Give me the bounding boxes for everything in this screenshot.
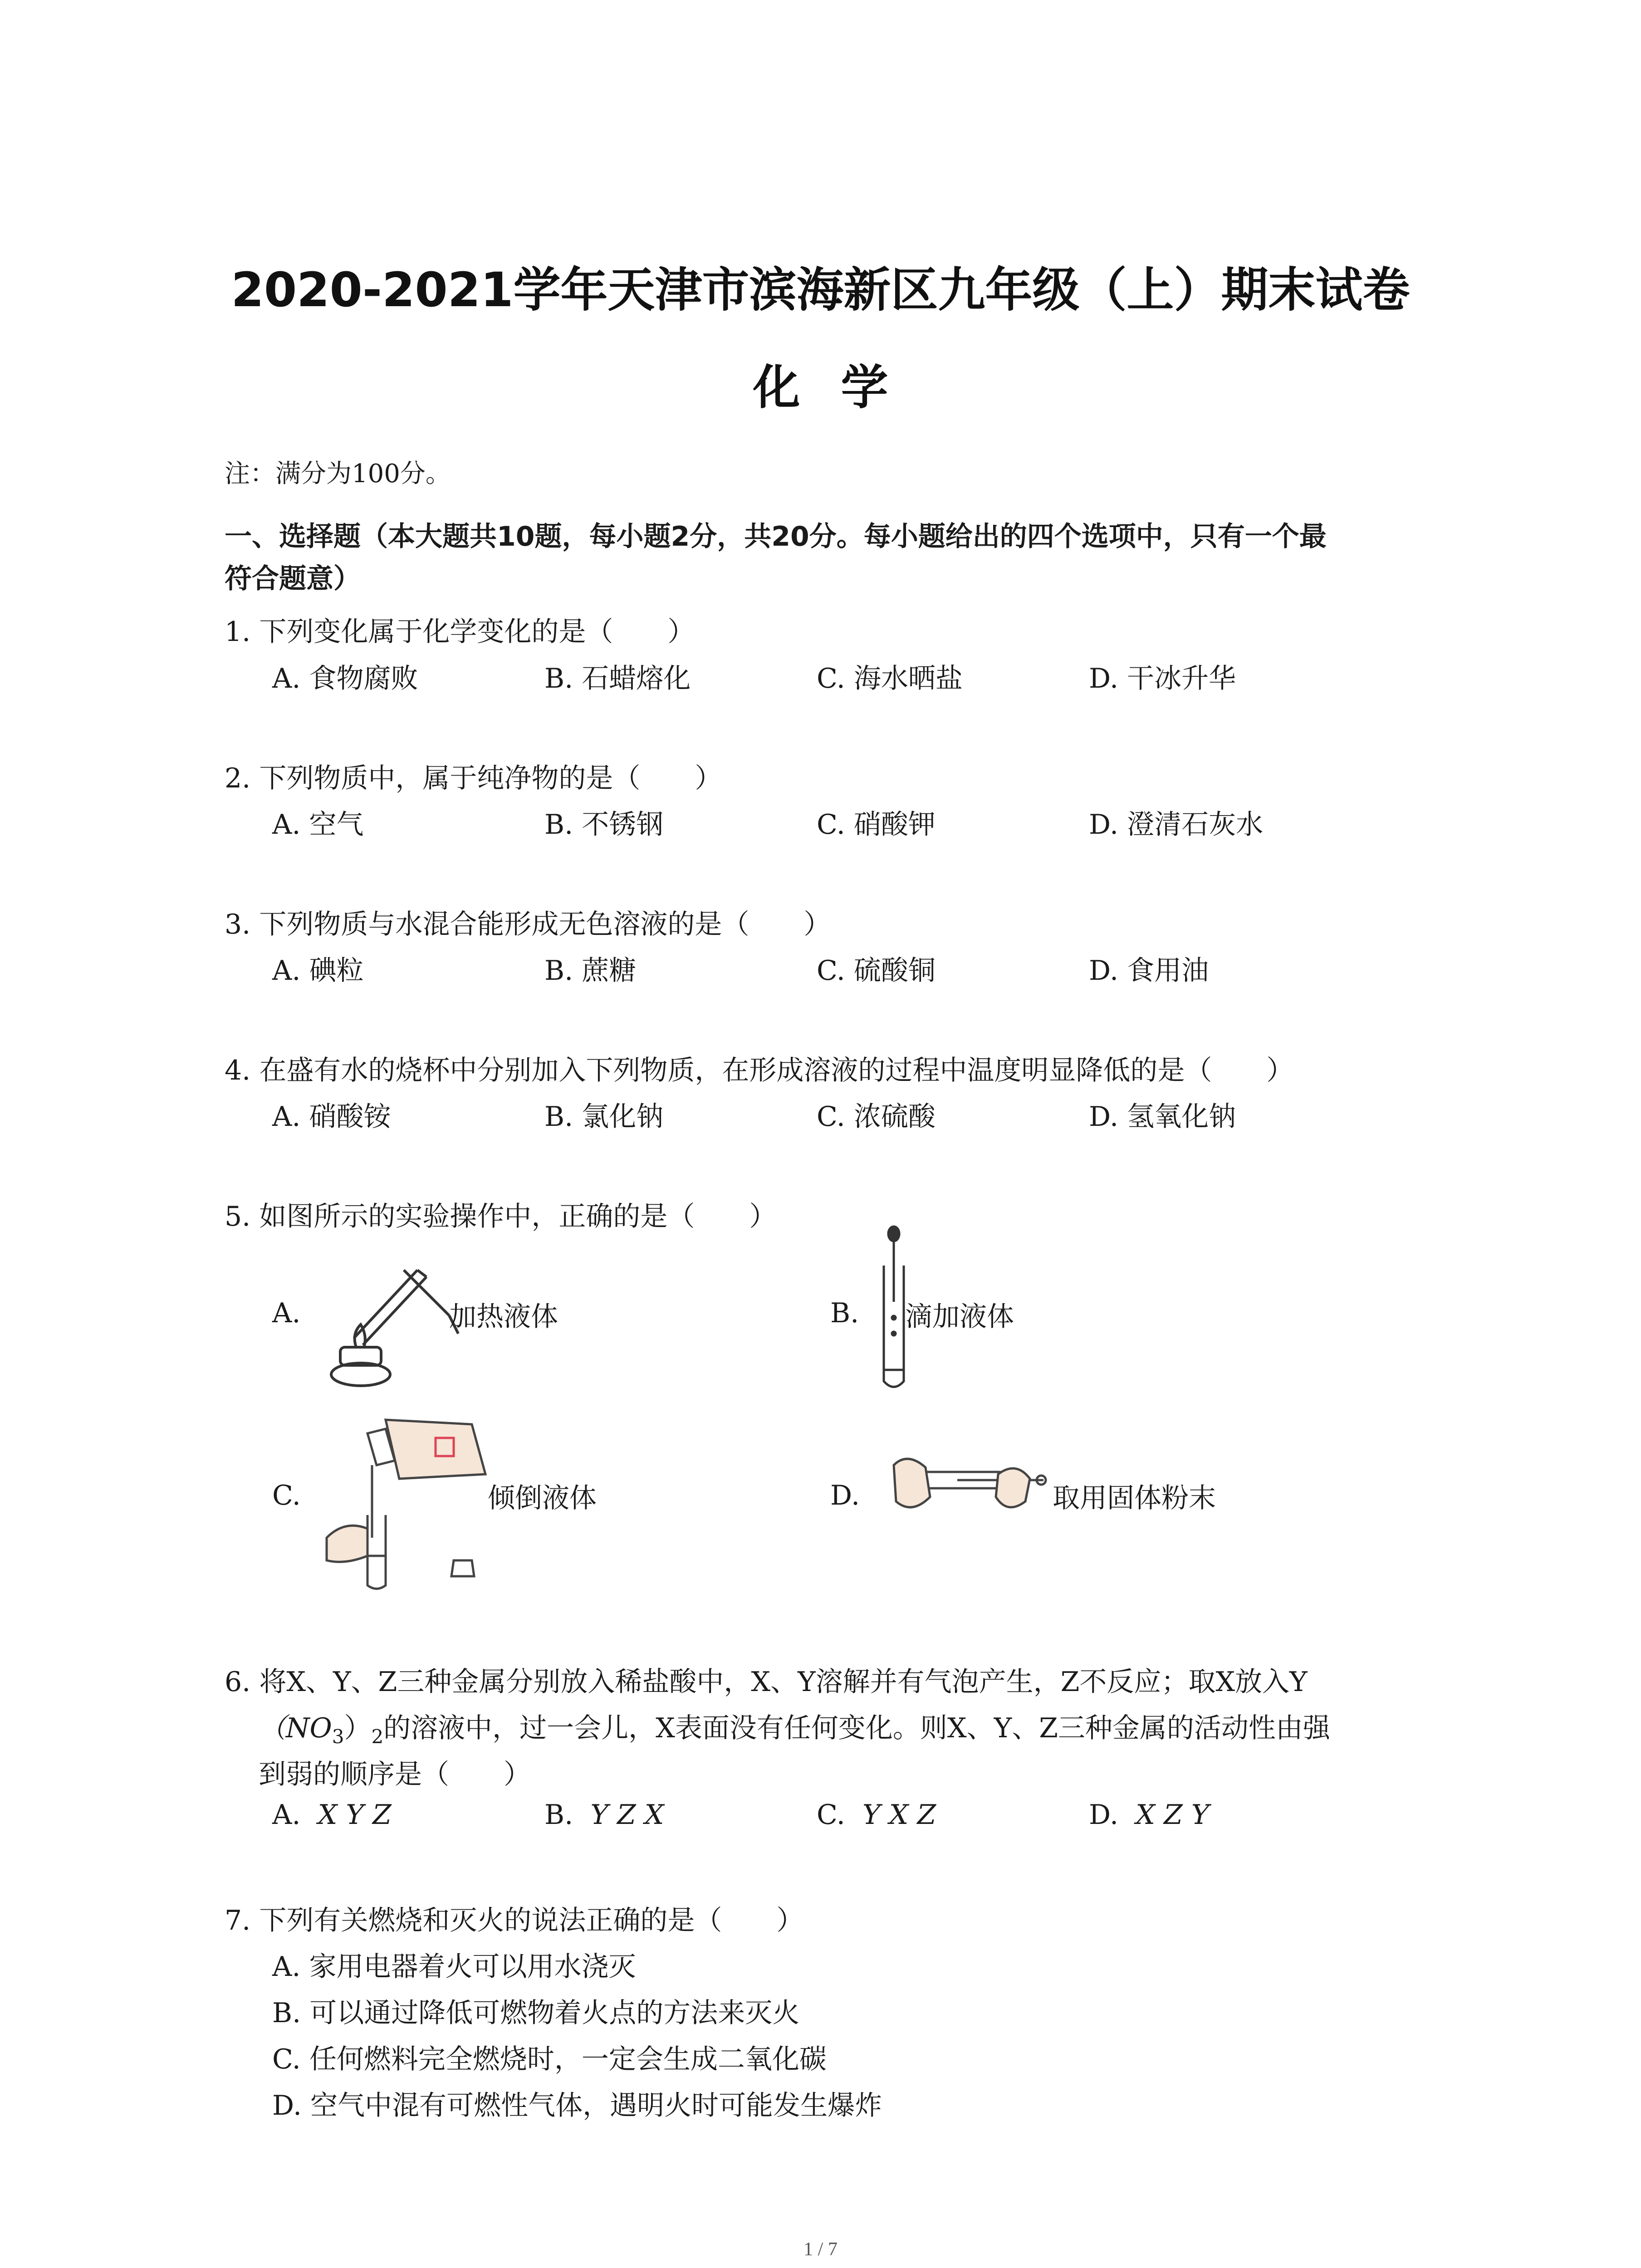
question-5-option-c-letter[interactable]: C. (272, 1480, 301, 1511)
option-letter: D. (1089, 1799, 1119, 1831)
score-note: 注：满分为100分。 (225, 459, 451, 489)
question-7-option-a[interactable]: A. 家用电器着火可以用水浇灭 (272, 1951, 636, 1983)
subject-title: 化学 (753, 360, 929, 415)
question-6-stem-line2-text: 的溶液中，过一会儿，X表面没有任何变化。则X、Y、Z三种金属的活动性由强 (383, 1712, 1330, 1744)
question-1-option-c[interactable]: C. 海水晒盐 (817, 663, 963, 694)
question-6-option-a[interactable] (272, 1799, 392, 1831)
page-number: 1 / 7 (803, 2239, 838, 2260)
question-1-option-a[interactable]: A. 食物腐败 (272, 663, 418, 694)
question-3-stem: 3. 下列物质与水混合能形成无色溶液的是（ ） (225, 909, 831, 940)
question-1-stem: 1. 下列变化属于化学变化的是（ ） (225, 616, 695, 648)
heating-liquid-icon (313, 1243, 463, 1393)
question-3-option-c[interactable]: C. 硫酸铜 (817, 955, 936, 987)
nitrate-subscript-3: 3 (332, 1725, 344, 1748)
option-value: X Y Z (318, 1799, 392, 1831)
question-6-stem-line1: 6. 将X、Y、Z三种金属分别放入稀盐酸中，X、Y溶解并有气泡产生，Z不反应；取X放入Y (225, 1666, 1308, 1698)
question-5-option-a-letter[interactable]: A. (272, 1297, 301, 1329)
question-3-option-d[interactable]: D. 食用油 (1089, 955, 1209, 987)
question-4-option-b[interactable]: B. 氯化钠 (544, 1101, 664, 1133)
question-4-option-c[interactable]: C. 浓硫酸 (817, 1101, 936, 1133)
question-5-option-d-caption: 取用固体粉末 (1053, 1482, 1216, 1514)
question-5-stem: 5. 如图所示的实验操作中，正确的是（ ） (225, 1201, 777, 1232)
nitrate-formula-open: （NO (259, 1712, 332, 1744)
nitrate-subscript-2: 2 (371, 1725, 384, 1748)
section-heading-line1: 一、选择题（本大题共10题，每小题2分，共20分。每小题给出的四个选项中，只有一个最 (225, 521, 1327, 552)
question-6-stem-line2 (259, 1706, 1330, 1748)
option-value: Y Z X (590, 1799, 664, 1831)
exam-title: 2020-2021学年天津市滨海新区九年级（上）期末试卷 (231, 262, 1410, 318)
question-2-option-d[interactable]: D. 澄清石灰水 (1089, 809, 1264, 841)
section-heading-line2: 符合题意） (225, 563, 361, 595)
question-5-option-b-letter[interactable]: B. (830, 1297, 859, 1329)
pouring-liquid-icon (318, 1411, 508, 1592)
question-2-option-c[interactable]: C. 硝酸钾 (817, 809, 936, 841)
option-letter: B. (544, 1799, 573, 1831)
question-6-option-c[interactable] (817, 1799, 936, 1831)
question-5-option-b-caption: 滴加液体 (905, 1301, 1014, 1333)
question-2-stem: 2. 下列物质中，属于纯净物的是（ ） (225, 763, 722, 794)
question-5-option-a-caption: 加热液体 (449, 1301, 558, 1333)
question-3-option-a[interactable]: A. 碘粒 (272, 955, 364, 987)
option-value: X Z Y (1136, 1799, 1210, 1831)
question-7-option-b[interactable]: B. 可以通过降低可燃物着火点的方法来灭火 (272, 1997, 800, 2029)
question-2-option-b[interactable]: B. 不锈钢 (544, 809, 664, 841)
question-4-option-a[interactable]: A. 硝酸铵 (272, 1101, 391, 1133)
question-3-option-b[interactable]: B. 蔗糖 (544, 955, 637, 987)
question-6-option-d[interactable] (1089, 1799, 1209, 1831)
question-6-stem-line3: 到弱的顺序是（ ） (259, 1759, 531, 1790)
question-5-option-d-letter[interactable]: D. (830, 1480, 860, 1511)
option-value: Y X Z (862, 1799, 936, 1831)
question-6-option-b[interactable] (544, 1799, 664, 1831)
option-letter: C. (817, 1799, 845, 1831)
question-7-option-c[interactable]: C. 任何燃料完全燃烧时，一定会生成二氧化碳 (272, 2043, 827, 2075)
nitrate-formula-close: ） (344, 1712, 372, 1744)
question-4-option-d[interactable]: D. 氢氧化钠 (1089, 1101, 1236, 1133)
question-7-stem: 7. 下列有关燃烧和灭火的说法正确的是（ ） (225, 1905, 804, 1936)
question-5-option-c-caption: 倾倒液体 (488, 1482, 597, 1514)
question-1-option-d[interactable]: D. 干冰升华 (1089, 663, 1236, 694)
question-2-option-a[interactable]: A. 空气 (272, 809, 364, 841)
option-letter: A. (272, 1799, 301, 1831)
question-7-option-d[interactable]: D. 空气中混有可燃性气体，遇明火时可能发生爆炸 (272, 2090, 882, 2121)
solid-powder-icon (889, 1447, 1053, 1524)
question-4-stem: 4. 在盛有水的烧杯中分别加入下列物质，在形成溶液的过程中温度明显降低的是（ ） (225, 1055, 1294, 1086)
question-1-option-b[interactable]: B. 石蜡熔化 (544, 663, 691, 694)
